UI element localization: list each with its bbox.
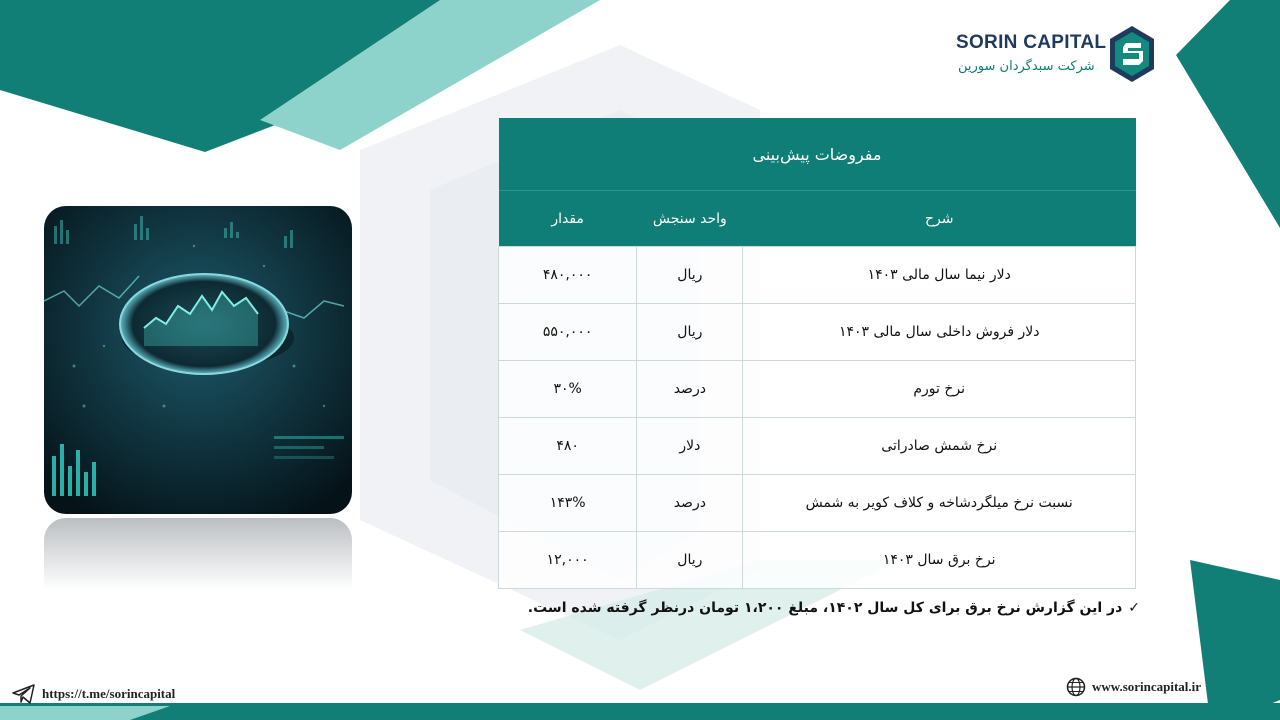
top-right-teal-shape	[1176, 0, 1280, 228]
cell-description: نسبت نرخ میلگردشاخه و کلاف کویر به شمش	[743, 475, 1136, 532]
header-amount: مقدار	[499, 191, 637, 247]
bottom-right-teal-shape	[1190, 560, 1280, 720]
assumptions-table-container	[498, 118, 1136, 589]
footnote-text: در این گزارش نرخ برق برای کل سال ۱۴۰۲، مبلغ ۱،۲۰۰ تومان درنظر گرفته شده است.	[527, 600, 1123, 616]
assumptions-table	[498, 118, 1136, 589]
logo-name-en: SORIN CAPITAL	[956, 32, 1107, 53]
company-logo	[950, 26, 1160, 86]
finance-chart-photo	[44, 206, 352, 514]
cell-amount: ۴۸۰	[499, 418, 637, 475]
table-title-row	[499, 118, 1136, 191]
table-row	[499, 532, 1136, 589]
table-row	[499, 361, 1136, 418]
table-header-row	[499, 191, 1136, 247]
telegram-link[interactable]: https://t.me/sorincapital	[42, 686, 176, 701]
cell-unit: درصد	[637, 361, 743, 418]
bottom-teal-band	[0, 703, 1280, 720]
telegram-link-group[interactable]	[12, 684, 175, 704]
cell-description: دلار نیما سال مالی ۱۴۰۳	[743, 247, 1136, 304]
table-title: مفروضات پیش‌بینی	[499, 118, 1136, 191]
check-icon: ✓	[1128, 600, 1140, 616]
cell-unit: ریال	[637, 532, 743, 589]
cell-description: نرخ برق سال ۱۴۰۳	[743, 532, 1136, 589]
logo-name-fa: شرکت سبدگردان سورین	[958, 59, 1095, 74]
cell-amount: ۳۰%	[499, 361, 637, 418]
telegram-icon	[12, 684, 36, 704]
sorin-logo-icon	[1110, 26, 1154, 82]
cell-description: دلار فروش داخلی سال مالی ۱۴۰۳	[743, 304, 1136, 361]
cell-unit: ریال	[637, 247, 743, 304]
cell-unit: درصد	[637, 475, 743, 532]
header-unit: واحد سنجش	[637, 191, 743, 247]
cell-amount: ۱۴۳%	[499, 475, 637, 532]
header-description: شرح	[743, 191, 1136, 247]
photo-reflection	[44, 518, 352, 598]
cell-amount: ۱۲,۰۰۰	[499, 532, 637, 589]
cell-unit: ریال	[637, 304, 743, 361]
cell-description: نرخ تورم	[743, 361, 1136, 418]
globe-icon	[1066, 677, 1086, 697]
table-row	[499, 247, 1136, 304]
footnote	[527, 600, 1140, 616]
table-row	[499, 418, 1136, 475]
website-link-group[interactable]	[1066, 677, 1201, 697]
table-row	[499, 304, 1136, 361]
cell-description: نرخ شمش صادراتی	[743, 418, 1136, 475]
cell-unit: دلار	[637, 418, 743, 475]
cell-amount: ۴۸۰,۰۰۰	[499, 247, 637, 304]
cell-amount: ۵۵۰,۰۰۰	[499, 304, 637, 361]
website-link[interactable]: www.sorincapital.ir	[1092, 679, 1202, 694]
table-row	[499, 475, 1136, 532]
